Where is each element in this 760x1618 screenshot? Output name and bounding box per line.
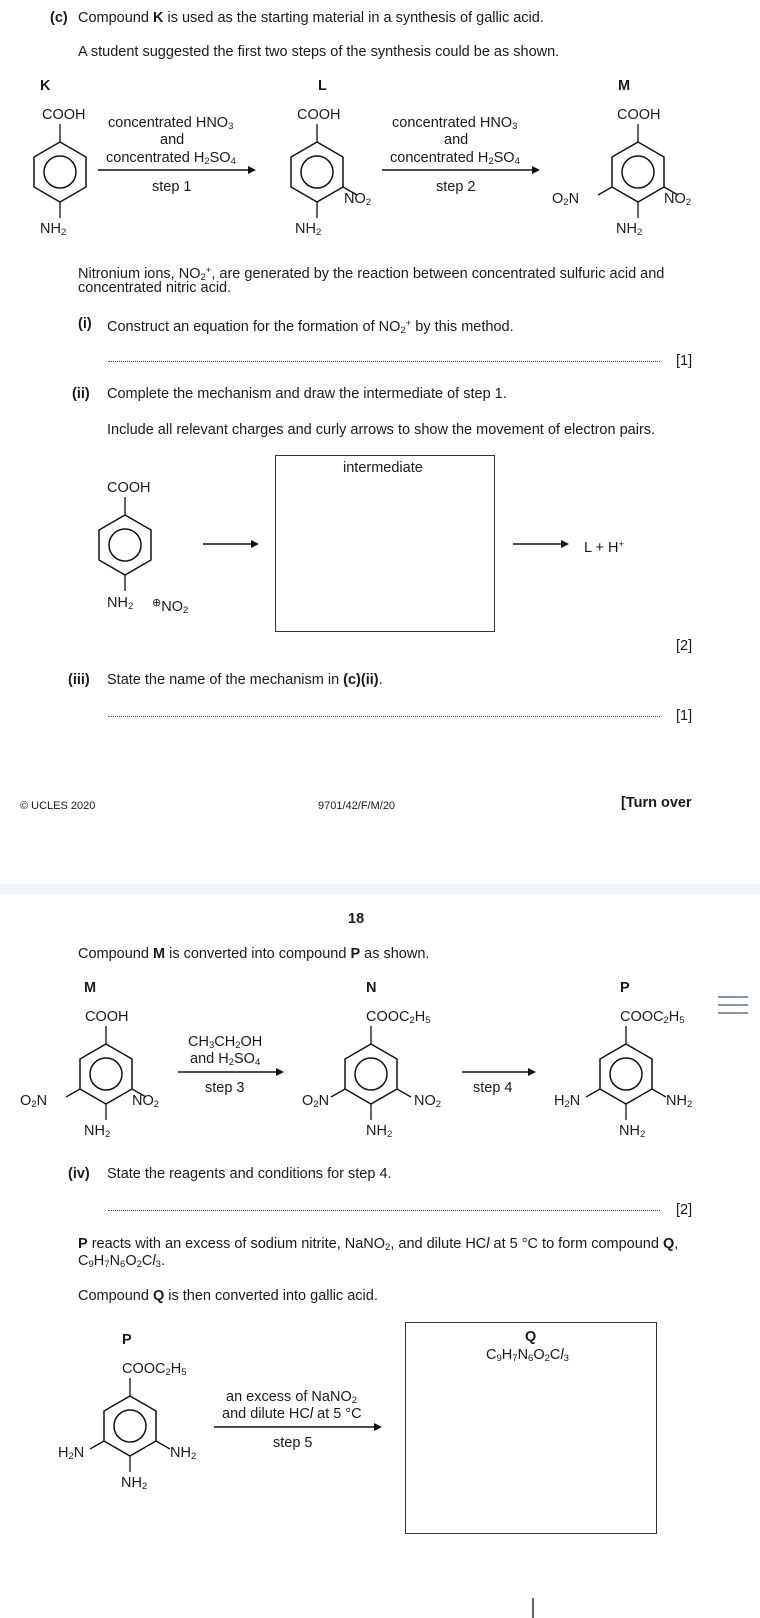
- step5-line1: an excess of NaNO$_2$: [226, 1389, 358, 1406]
- q-ii-text: Complete the mechanism and draw the intermediate of step 1.: [107, 386, 507, 402]
- q-ii-num: (ii): [72, 386, 90, 402]
- q-iv-marks: [2]: [676, 1202, 693, 1218]
- compound-k-letter: K: [40, 78, 51, 94]
- step2-line3: concentrated $H_2SO_4$: [390, 150, 520, 167]
- step3-line1: $CH_3CH_2OH$: [188, 1034, 263, 1051]
- step5-label: step 5: [273, 1435, 313, 1451]
- q-ii-marks: [2]: [676, 638, 693, 654]
- q-iii-marks: [1]: [676, 708, 693, 724]
- s2-compound-m-bottom: $NH_2$: [84, 1123, 111, 1140]
- compound-m-top: COOH: [617, 107, 661, 123]
- part-c-label: (c): [50, 10, 68, 26]
- compound-k-bottom: $NH_2$: [40, 221, 67, 238]
- part-c-text: Compound K is used as the starting material in a synthesis of gallic acid.: [78, 10, 544, 26]
- step4-arrow: [462, 1066, 542, 1078]
- q-i-text: Construct an equation for the formation of $NO_2^+$ by this method.: [107, 318, 514, 336]
- q-converted-text: Compound Q is then converted into gallic acid.: [78, 1288, 378, 1304]
- compound-n-top: $COOC_2H_5$: [366, 1009, 431, 1026]
- benzene-ring-mechanism: [85, 497, 165, 592]
- q-iv-text: State the reagents and conditions for step 4.: [107, 1166, 392, 1182]
- footer-copyright: © UCLES 2020: [20, 800, 96, 812]
- s2-compound-p-bottom: $NH_2$: [619, 1123, 646, 1140]
- mech-arrow-2: [513, 538, 573, 550]
- p-reacts-line2: $C_9H_7N_6O_2Cl_3$.: [78, 1253, 165, 1270]
- q-iii-answer-line[interactable]: [108, 716, 660, 717]
- compound-m-letter: M: [618, 78, 631, 94]
- q-iv-num: (iv): [68, 1166, 90, 1182]
- q-iv-answer-line[interactable]: [108, 1210, 660, 1211]
- compound-l-right: $NO_2$: [344, 191, 372, 208]
- s2-compound-p-right: $NH_2$: [666, 1093, 693, 1110]
- step1-line1: concentrated $HNO_3$: [108, 115, 234, 132]
- page-number: 18: [348, 911, 365, 927]
- step4-label: step 4: [473, 1080, 513, 1096]
- step3-arrow: [178, 1066, 288, 1078]
- s3-compound-p-top: $COOC_2H_5$: [122, 1361, 187, 1378]
- step3-label: step 3: [205, 1080, 245, 1096]
- q-i-num: (i): [78, 316, 92, 332]
- s3-compound-p-right: $NH_2$: [170, 1445, 197, 1462]
- step2-line2: and: [444, 132, 469, 148]
- s2-compound-m-right: $NO_2$: [132, 1093, 160, 1110]
- mech-arrow-1: [203, 538, 263, 550]
- partial-structure-bond: [528, 1598, 568, 1618]
- intermediate-label: intermediate: [343, 460, 423, 476]
- q-iii-text: State the name of the mechanism in (c)(ii).: [107, 672, 383, 688]
- s3-compound-p-left: $H_2N$: [58, 1445, 85, 1462]
- q-i-answer-line[interactable]: [108, 361, 660, 362]
- compound-n-right: $NO_2$: [414, 1093, 442, 1110]
- step2-line1: concentrated $HNO_3$: [392, 115, 518, 132]
- intermediate-box[interactable]: [275, 455, 495, 632]
- q-ii-text2: Include all relevant charges and curly arrows to show the movement of electron pairs.: [107, 422, 656, 438]
- compound-q-formula: $C_9H_7N_6O_2Cl_3$: [486, 1347, 569, 1364]
- step1-label: step 1: [152, 179, 192, 195]
- compound-n-left: $O_2N$: [302, 1093, 330, 1110]
- step5-line2: and dilute HCl at 5 °C: [222, 1406, 362, 1422]
- s2-compound-m-left: $O_2N$: [20, 1093, 48, 1110]
- q-iii-num: (iii): [68, 672, 90, 688]
- mech-electrophile: $^\oplus NO_2$: [152, 597, 189, 616]
- step1-line2: and: [160, 132, 185, 148]
- compound-m-left: $O_2N$: [552, 191, 580, 208]
- nitronium-line2: concentrated nitric acid.: [78, 280, 232, 296]
- page-separator: [0, 884, 760, 894]
- mech-reactant-bottom: $NH_2$: [107, 595, 134, 612]
- intro-text: Compound M is converted into compound P as shown.: [78, 946, 430, 962]
- footer-turn-over: [Turn over: [621, 795, 692, 811]
- s2-compound-p-left: $H_2N$: [554, 1093, 581, 1110]
- student-text: A student suggested the first two steps of the synthesis could be as shown.: [78, 44, 560, 60]
- step1-arrow: [98, 164, 258, 176]
- benzene-ring-k: [20, 124, 100, 219]
- compound-l-top: COOH: [297, 107, 341, 123]
- s2-compound-m-letter: M: [84, 980, 97, 996]
- compound-m-right: $NO_2$: [664, 191, 692, 208]
- compound-m-bottom: $NH_2$: [616, 221, 643, 238]
- q-i-marks: [1]: [676, 353, 693, 369]
- s2-compound-p-letter: P: [620, 980, 630, 996]
- mech-reactant-top: COOH: [107, 480, 151, 496]
- compound-n-bottom: $NH_2$: [366, 1123, 393, 1140]
- s3-compound-p-bottom: $NH_2$: [121, 1475, 148, 1492]
- step1-line3: concentrated $H_2SO_4$: [106, 150, 236, 167]
- nitronium-line1: Nitronium ions, $NO_2^+$, are generated by the reaction between concentrated sulfuric acid and: [78, 265, 665, 283]
- s3-compound-p-letter: P: [122, 1332, 132, 1348]
- step3-line2: and $H_2SO_4$: [190, 1051, 261, 1068]
- compound-n-letter: N: [366, 980, 377, 996]
- step2-arrow: [382, 164, 542, 176]
- compound-l-bottom: $NH_2$: [295, 221, 322, 238]
- footer-code: 9701/42/F/M/20: [318, 800, 396, 812]
- compound-k-top: COOH: [42, 107, 86, 123]
- compound-q-letter: Q: [525, 1329, 537, 1345]
- step5-arrow: [214, 1421, 386, 1433]
- step2-label: step 2: [436, 179, 476, 195]
- s2-compound-m-top: COOH: [85, 1009, 129, 1025]
- scroll-handle-icon[interactable]: [718, 990, 748, 1022]
- p-reacts-line1: P reacts with an excess of sodium nitrite, NaNO$_2$, and dilute HCl at 5 °C to form compound Q,: [78, 1236, 679, 1253]
- compound-l-letter: L: [318, 78, 327, 94]
- mech-product: L + H+: [584, 539, 625, 556]
- s2-compound-p-top: $COOC_2H_5$: [620, 1009, 685, 1026]
